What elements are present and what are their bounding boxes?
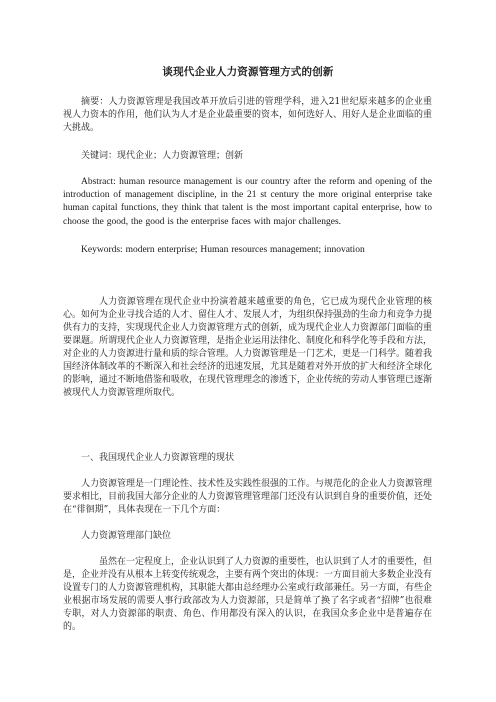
keywords-chinese: 关键词：现代企业；人力资源管理；创新	[81, 151, 244, 161]
abstract-english: Abstract: human resource management is our country after the reform and opening of the introduction of management discipline, in the 21 st century the more original enterprise take human capital functions, they think that talent is the most important capital enterprise, how to choose the good, the good is the enterprise faces with major challenges.	[63, 177, 432, 227]
intro-paragraph: 人力资源管理在现代企业中扮演着越来越重要的角色，它已成为现代企业管理的核心。如何为企业寻找合适的人才、留住人才、发展人才，为组织保持强劲的生命力和竞争力提供有力的支持，实现现代企业人力资源管理方式的创新，成为现代企业人力资源部门面临的重要课题。所谓现代企业人力资源管理，是指企业运用法律化、制度化和科学化等手段和方法，对企业的人力资源进行量和质的综合管理。人力资源管理是一门艺术，更是一门科学。随着我国经济体制改革的不断深入和社会经济的迅速发展，尤其是随着对外开放的扩大和经济全球化的影响，通过不断地借鉴和吸收，在现代管理理念的渗透下，企业传统的劳动人事管理已逐渐被现代人力资源管理所取代。	[63, 297, 433, 398]
keywords-english: Keywords: modern enterprise; Human resources management; innovation	[81, 245, 365, 255]
abstract-chinese: 摘要：人力资源管理是我国改革开放后引进的管理学科，进入21世纪原来越多的企业重视人力资本的作用，他们认为人才是企业最重要的资本，如何选好人、用好人是企业面临的重大挑战。	[63, 97, 433, 133]
document-title: 谈现代企业人力资源管理方式的创新	[162, 66, 334, 78]
section-heading: 一、我国现代企业人力资源管理的现状	[81, 453, 235, 463]
section-paragraph: 人力资源管理是一门理论性、技术性及实践性很强的工作。与规范化的企业人力资源管理要求相比，目前我国大部分企业的人力资源管理管理部门还没有认识到自身的重要价值，还处在“徘徊期”，具体表现在一下几个方面：	[63, 479, 433, 515]
subsection-paragraph: 虽然在一定程度上，企业认识到了人力资源的重要性，也认识到了人才的重要性，但是，企业并没有从根本上转变传统观念，主要有两个突出的体现：一方面目前大多数企业没有设置专门的人力资源管理机构，其职能大都由总经理办公室或行政部兼任。另一方面，有些企业根据市场发展的需要人事行政部改为人力资源部，只是简单了换了名字或者“招牌”也很难专职，对人力资源部的职责、角色、作用都没有深入的认识，在我国众多企业中是普遍存在的。	[63, 557, 433, 632]
subsection-heading: 人力资源管理部门缺位	[81, 531, 172, 541]
